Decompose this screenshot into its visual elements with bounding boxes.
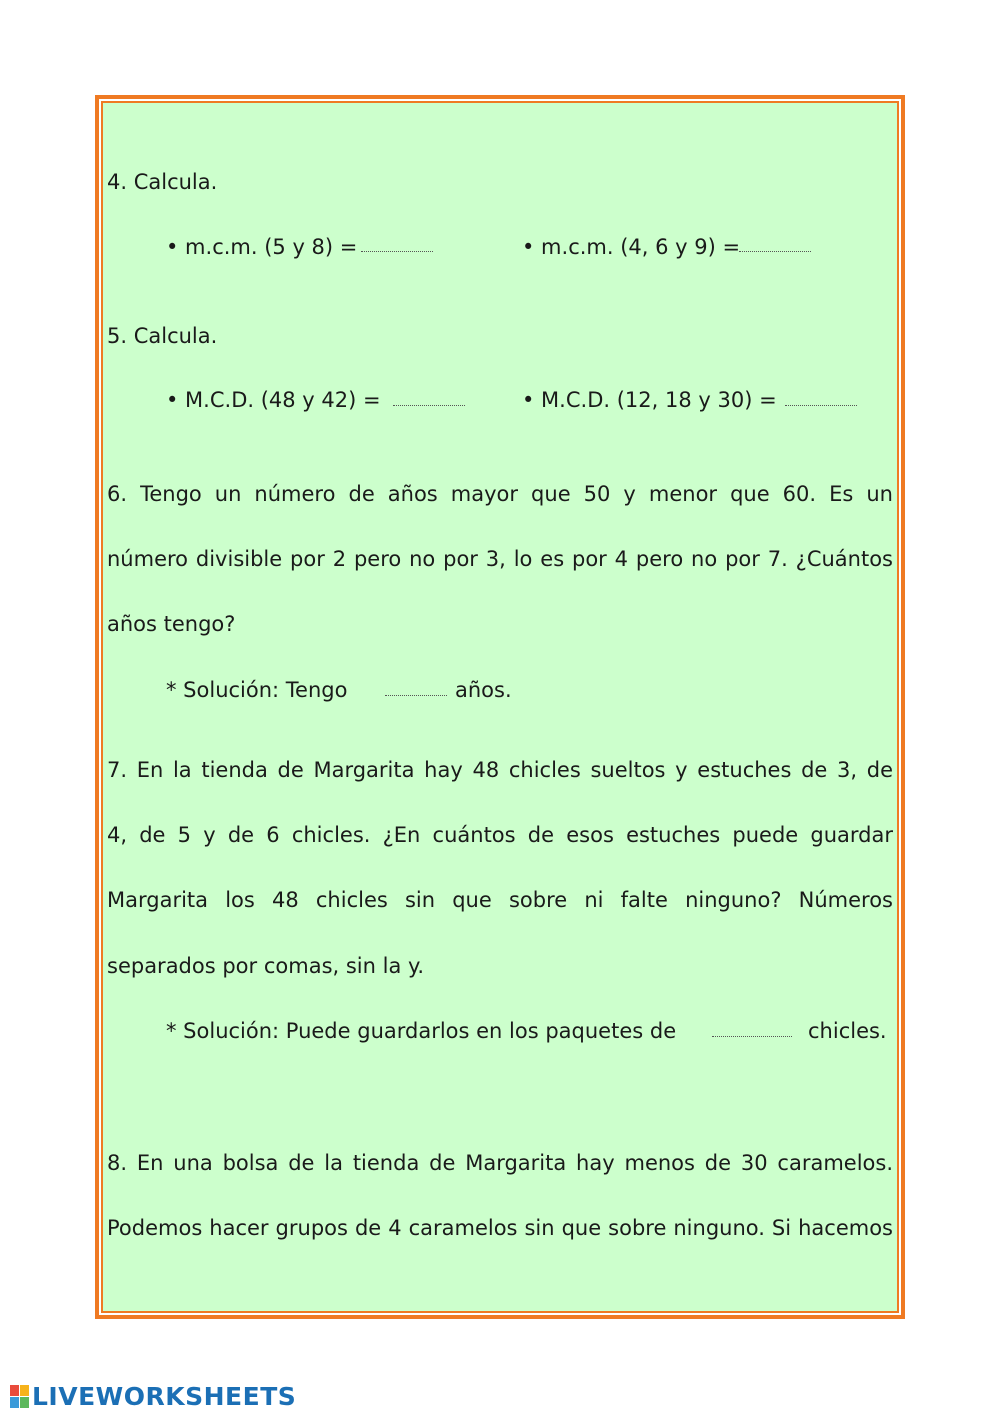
q7-answer-field[interactable] (712, 1036, 792, 1037)
q6-line-1: 6. Tengo un número de años mayor que 50 y menor que 60. Es un (107, 482, 893, 506)
liveworksheets-logo (10, 1381, 296, 1411)
q6-answer-field[interactable] (385, 695, 447, 696)
q4-item-b-label: • m.c.m. (4, 6 y 9) = (522, 235, 741, 259)
blocks-icon (10, 1384, 30, 1408)
q7-line-1: 7. En la tienda de Margarita hay 48 chicles sueltos y estuches de 3, de (107, 758, 893, 782)
q4-heading: 4. Calcula. (107, 170, 218, 194)
q6-solution-prefix: * Solución: Tengo (166, 678, 348, 702)
q5-answer-a-field[interactable] (393, 405, 465, 406)
q8-line-2: Podemos hacer grupos de 4 caramelos sin que sobre ninguno. Si hacemos (107, 1216, 893, 1240)
q5-item-a-label: • M.C.D. (48 y 42) = (166, 388, 381, 412)
q7-line-4: separados por comas, sin la y. (107, 954, 425, 978)
q5-heading: 5. Calcula. (107, 324, 218, 348)
q5-item-b-label: • M.C.D. (12, 18 y 30) = (522, 388, 777, 412)
q6-line-2: número divisible por 2 pero no por 3, lo es por 4 pero no por 7. ¿Cuántos (107, 547, 893, 571)
worksheet-panel (101, 101, 899, 1313)
q4-answer-a-field[interactable] (361, 251, 433, 252)
q6-solution-suffix: años. (455, 678, 512, 702)
q7-line-3: Margarita los 48 chicles sin que sobre ni falte ninguno? Números (107, 888, 893, 912)
q5-answer-b-field[interactable] (785, 405, 857, 406)
q7-solution-suffix: chicles. (808, 1019, 887, 1043)
brand-name: LIVEWORKSHEETS (32, 1381, 297, 1411)
q4-answer-b-field[interactable] (739, 251, 811, 252)
q7-solution-prefix: * Solución: Puede guardarlos en los paquetes de (166, 1019, 677, 1043)
q8-line-1: 8. En una bolsa de la tienda de Margarita hay menos de 30 caramelos. (107, 1151, 893, 1175)
q6-line-3: años tengo? (107, 612, 236, 636)
q7-line-2: 4, de 5 y de 6 chicles. ¿En cuántos de esos estuches puede guardar (107, 823, 893, 847)
q4-item-a-label: • m.c.m. (5 y 8) = (166, 235, 358, 259)
